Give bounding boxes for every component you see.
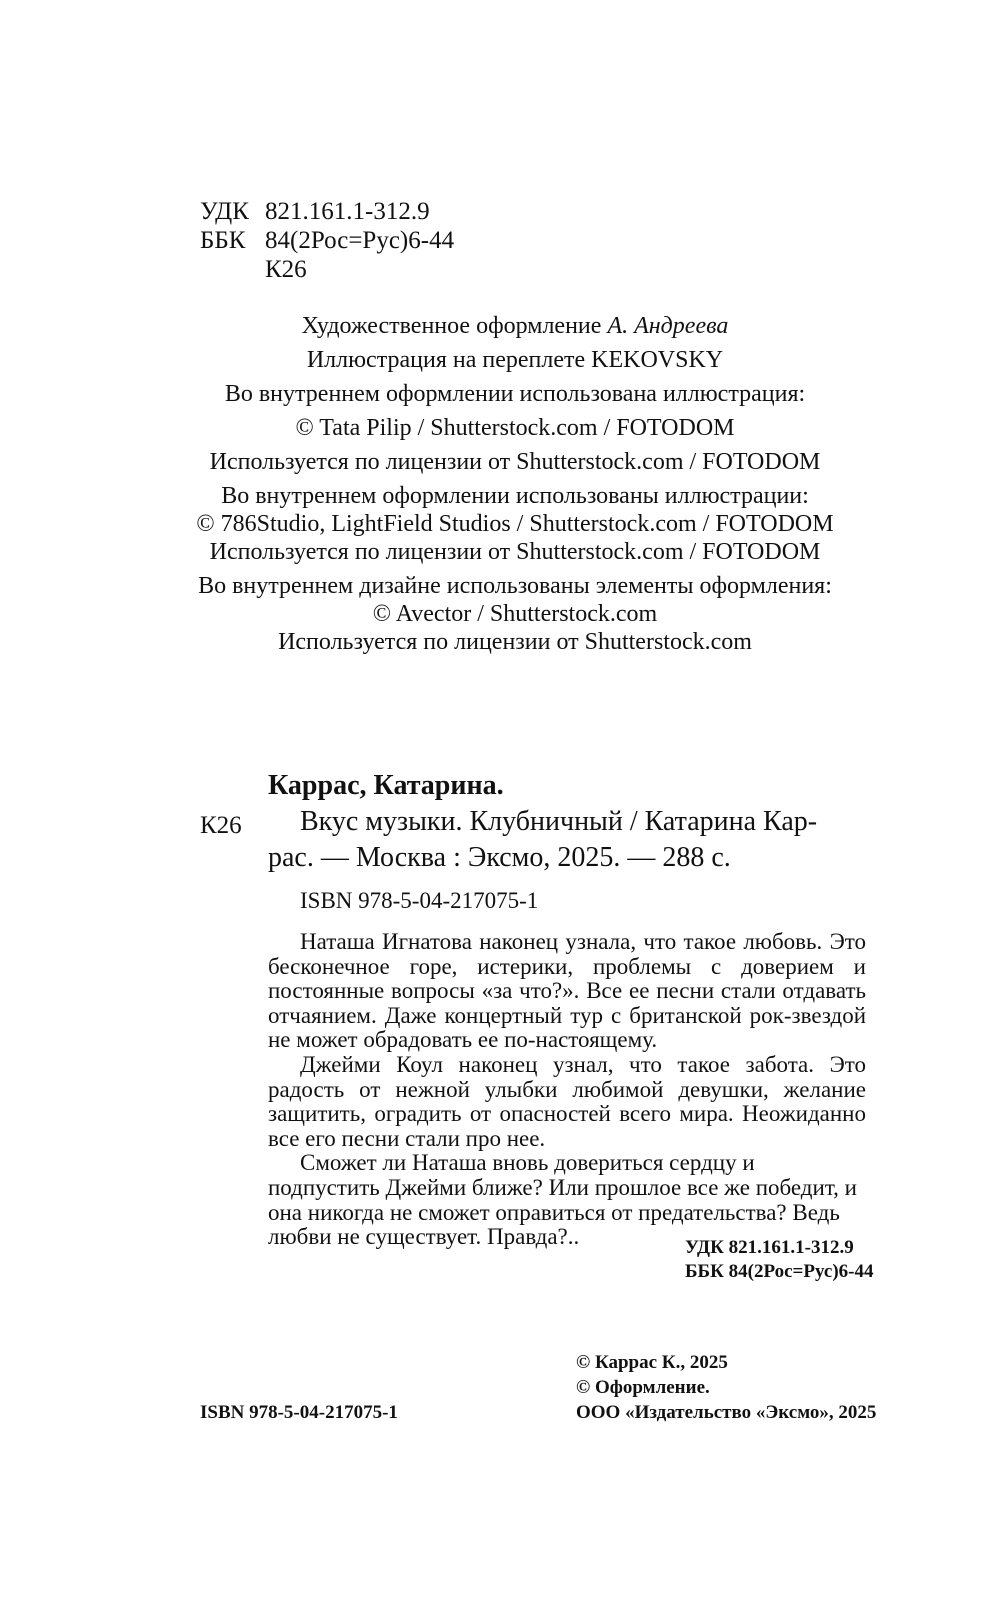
udk-value: 821.161.1-312.9	[265, 198, 430, 225]
bbk-value: 84(2Рос=Рус)6-44	[265, 227, 455, 254]
udk-label: УДК	[200, 198, 249, 225]
illustration-credit-1-license: Используется по лицензии от Shutterstock.com / FOTODOM	[209, 449, 821, 475]
designer-name: А. Андреева	[607, 313, 729, 339]
illustration-credit-2-heading: Во внутреннем оформлении использованы иллюстрации:	[221, 483, 809, 509]
annotation-udk: УДК 821.161.1-312.9	[685, 1237, 854, 1258]
illustration-credit-2-license: Используется по лицензии от Shutterstock.com / FOTODOM	[209, 539, 821, 565]
card-title-line-1: Вкус музыки. Клубничный / Катарина Кар-	[300, 806, 818, 837]
illustration-credit-2-source: © 786Studio, LightField Studios / Shutterstock.com / FOTODOM	[196, 511, 834, 537]
cover-illustration-credit: Иллюстрация на переплете KEKOVSKY	[306, 347, 724, 373]
design-elements-heading: Во внутреннем дизайне использованы элементы оформления:	[198, 573, 832, 599]
copyright-design: © Оформление.	[576, 1377, 710, 1398]
copyright-author: © Каррас К., 2025	[576, 1352, 728, 1373]
footer-isbn: ISBN 978-5-04-217075-1	[200, 1402, 398, 1423]
design-credit	[100, 312, 930, 340]
design-elements-source: © Avector / Shutterstock.com	[372, 601, 658, 627]
design-elements-license: Используется по лицензии от Shutterstock.com	[278, 629, 752, 655]
design-credit-prefix: Художественное оформление	[301, 313, 608, 339]
copyright-publisher: ООО «Издательство «Эксмо», 2025	[576, 1402, 877, 1423]
annotation-paragraph-3: Сможет ли Наташа вновь довериться сердцу и подпустить Джейми ближе? Или прошлое все же победит, и она никогда не сможет оправиться от предательства? Ведь любви не существует. Правда?..	[268, 1150, 857, 1250]
annotation-paragraph-2: Джейми Коул наконец узнал, что такое забота. Это радость от нежной улыбки любимой девушки, желание защитить, оградить от опасностей всего мира. Неожиданно все его песни стали про нее.	[268, 1051, 866, 1151]
illustration-credit-1-heading: Во внутреннем оформлении использована иллюстрация:	[224, 381, 806, 407]
illustration-credit-1-source: © Tata Pilip / Shutterstock.com / FOTODOM	[295, 415, 735, 441]
card-author-mark: К26	[200, 812, 242, 839]
card-title-line-2: рас. — Москва : Эксмо, 2025. — 288 с.	[268, 842, 731, 873]
bbk-label: ББК	[200, 227, 246, 254]
annotation-bbk: ББК 84(2Рос=Рус)6-44	[685, 1261, 874, 1282]
credits-block	[100, 312, 930, 656]
annotation	[268, 930, 866, 1250]
annotation-paragraph-1: Наташа Игнатова наконец узнала, что такое любовь. Это бесконечное горе, истерики, проблемы с доверием и постоянные вопросы «за что?». Все ее песни стали отдавать отчаянием. Даже концертный тур с британской рок-звездой не может обрадовать ее по-настоящему.	[268, 929, 866, 1053]
author-mark: К26	[265, 256, 307, 283]
card-isbn: ISBN 978-5-04-217075-1	[300, 888, 539, 913]
author-heading: Каррас, Катарина.	[268, 770, 504, 801]
